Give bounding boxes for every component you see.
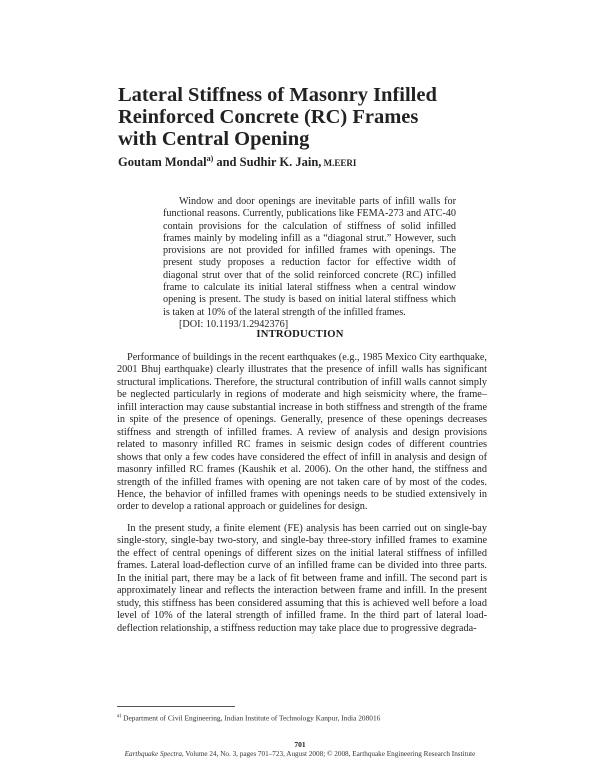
- author-1-name: Goutam Mondal: [118, 155, 207, 170]
- author-1-affiliation-mark: a): [206, 154, 214, 163]
- journal-details: , Volume 24, No. 3, pages 701–723, August 2008; © 2008, Earthquake Engineering Research Institute: [181, 750, 476, 758]
- footnote-text: Department of Civil Engineering, Indian Institute of Technology Kanpur, India 208016: [121, 713, 381, 723]
- page-number: 701: [294, 740, 306, 749]
- author-2-name: Sudhir K. Jain,: [239, 155, 322, 170]
- paper-title: [118, 84, 518, 150]
- abstract: [163, 196, 456, 331]
- journal-citation: [0, 750, 600, 758]
- paragraph-1: Performance of buildings in the recent earthquakes (e.g., 1985 Mexico City earthquake, 2001 Bhuj earthquake) clearly illustrates that the presence of infill walls has significant structural implications. Therefore, the structural contribution of infill walls cannot simply be neglected particularly in regions of moderate and high seismicity where, the frame–infill interaction may cause substantial increase in both stiffness and strength of the frame in spite of the presence of openings. Generally, presence of these openings decreases stiffness and strength of infilled frames. A review of analysis and design provisions related to masonry infilled RC frames in seismic design codes of different countries shows that only a few codes have considered the effect of infill in analysis and design of masonry infilled RC frames (Kaushik et al. 2006). On the other hand, the stiffness and strength of the infilled frames with opening are not taken care of by most of the codes. Hence, the behavior of infilled frames with openings needs to be studied extensively in order to develop a rational approach or guidelines for design.: [117, 352, 487, 513]
- title-line-1: Lateral Stiffness of Masonry Infilled: [118, 84, 437, 106]
- footnote-mark: a): [117, 713, 122, 719]
- title-line-2: Reinforced Concrete (RC) Frames: [118, 106, 419, 128]
- journal-name: Earthquake Spectra: [124, 750, 182, 758]
- doi-link[interactable]: [DOI: 10.1193/1.2942376]: [179, 318, 289, 330]
- title-line-3: with Central Opening: [118, 128, 310, 150]
- footnote: [117, 713, 380, 722]
- author-line: [118, 154, 356, 170]
- body-text: [117, 352, 487, 635]
- abstract-body: Window and door openings are inevitable parts of infill walls for functional reasons. Currently, publications like FEMA-273 and ATC-40 contain provisions for the calculation of stiffness of solid infilled frames mainly by modeling infill as a “diagonal strut.” However, such provisions are not provided for infilled frames with openings. The present study proposes a reduction factor for effective width of diagonal strut over that of the solid reinforced concrete (RC) infilled frame to calculate its initial lateral stiffness when a central window opening is present. The study is based on initial lateral stiffness which is taken at 10% of the lateral strength of the infilled frames.: [163, 196, 456, 318]
- section-heading-introduction: INTRODUCTION: [256, 329, 344, 340]
- paragraph-2: In the present study, a finite element (FE) analysis has been carried out on single-bay single-story, single-bay two-story, and single-bay three-story infilled frames to examine the effect of central openings of different sizes on the initial lateral stiffness of infilled frames. Lateral load-deflection curve of an infilled frame can be divided into three parts. In the initial part, there may be a lack of fit between frame and infill. The second part is approximately linear and reflects the interaction between frame and infill. In the present study, this stiffness has been considered assuming that this is achieved well before a load level of 10% of the lateral strength of infilled frame. In the third part of lateral load-deflection relationship, a stiffness reduction may take place due to progressive degrada-: [117, 522, 487, 634]
- footnote-rule: [117, 706, 235, 707]
- author-connector: and: [213, 155, 240, 170]
- abstract-text: [163, 196, 456, 331]
- author-2-degree: M.EERI: [321, 158, 357, 169]
